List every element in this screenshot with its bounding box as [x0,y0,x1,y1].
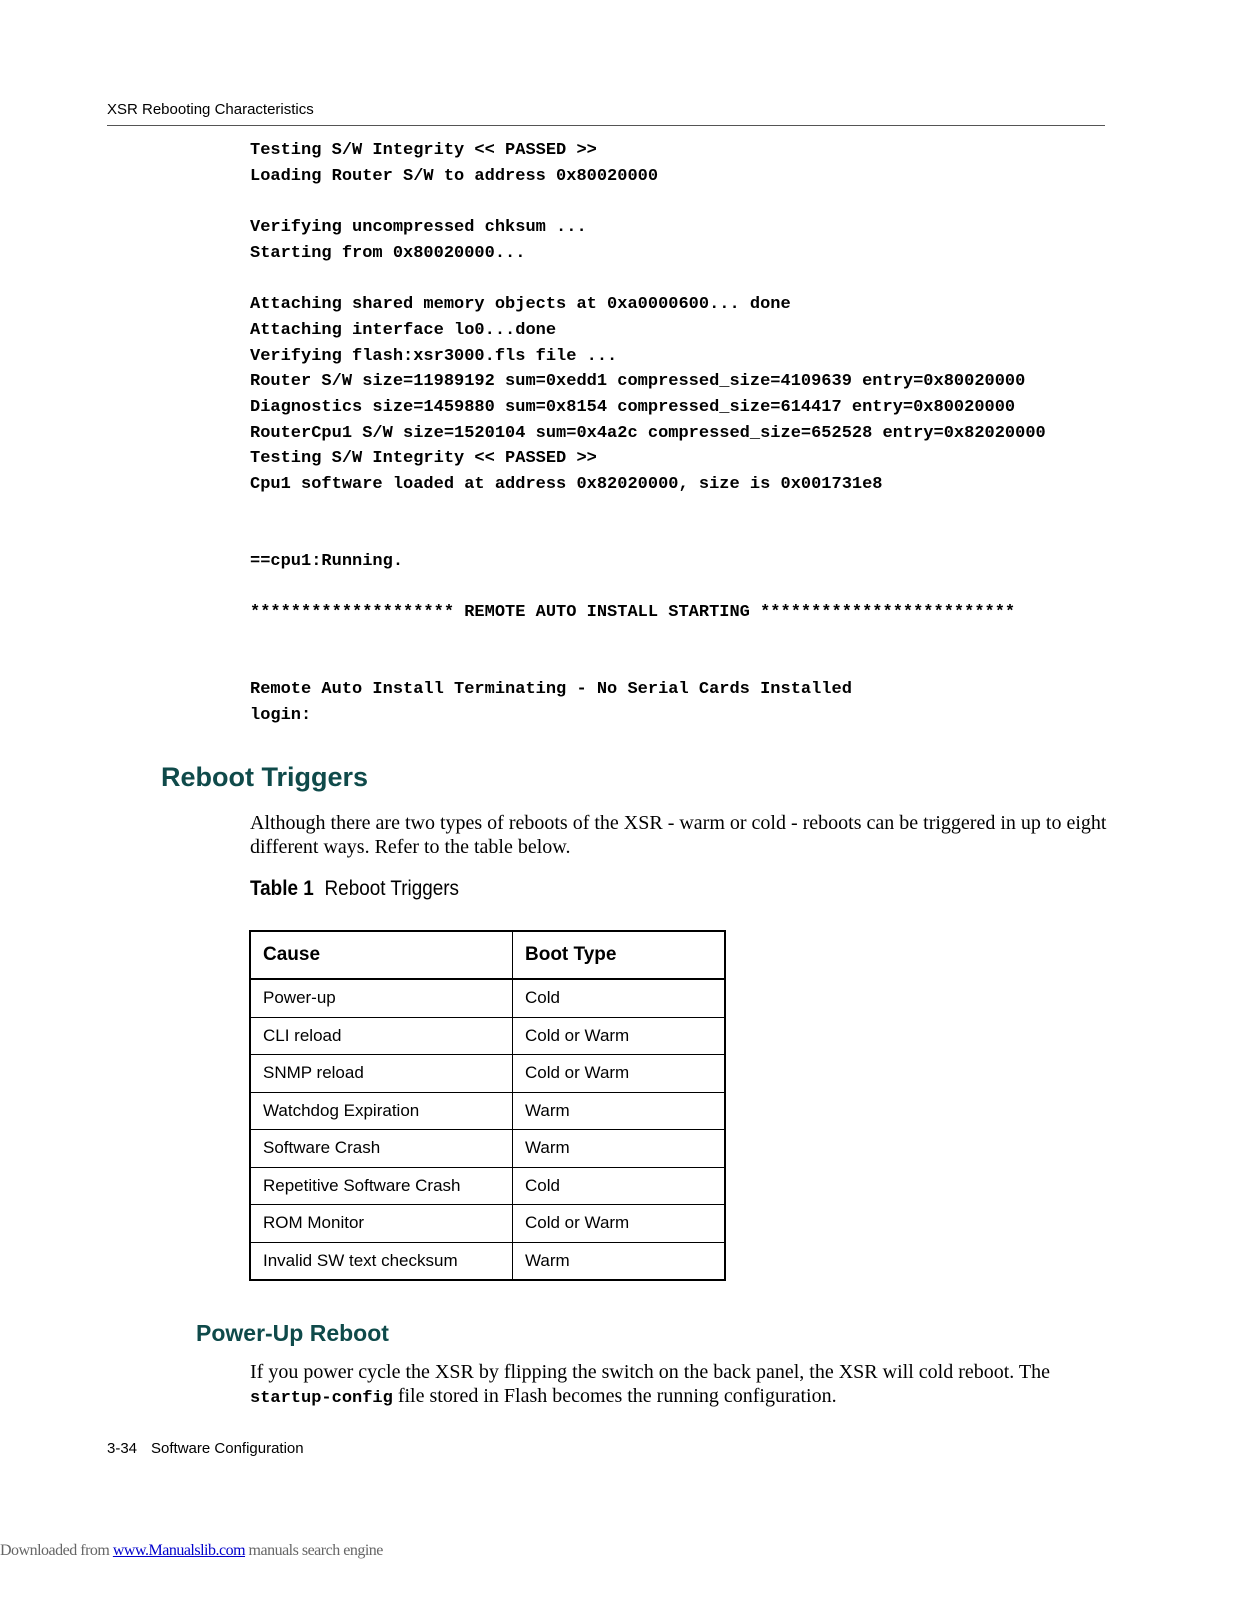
subsection-text-after: file stored in Flash becomes the running configuration. [392,1385,837,1407]
table-caption-number: Table 1 [250,877,314,900]
table-row [250,1092,725,1130]
code-term: startup-config [250,1389,393,1408]
column-header-boot-type: Boot Type [513,931,726,979]
table-row [250,1130,725,1168]
console-line: Starting from 0x80020000... [250,243,526,263]
console-line [250,498,1046,524]
cause-cell: CLI reload [250,1017,513,1055]
cause-cell: Repetitive Software Crash [250,1167,513,1205]
section-paragraph: Although there are two types of reboots of the XSR - warm or cold - reboots can be triggered in up to eight different ways. Refer to the table below. [250,812,1107,858]
subsection-paragraph [250,1360,1110,1411]
table-row [250,1242,725,1280]
boot-type-cell: Warm [513,1130,726,1168]
console-line: Testing S/W Integrity << PASSED >> [250,141,597,160]
console-line [250,189,1046,215]
console-line: Loading Router S/W to address 0x80020000 [250,166,659,186]
console-output [250,138,1046,729]
console-line: Verifying flash:xsr3000.fls file ... [250,346,618,366]
console-line: ******************** REMOTE AUTO INSTALL STARTING ************************* [250,603,1016,623]
console-line: Verifying uncompressed chksum ... [250,218,587,238]
table-header-row [250,931,725,979]
table-row [250,1017,725,1055]
boot-type-cell: Cold [513,1167,726,1205]
page-number: 3-34 [107,1440,138,1457]
footer-title: Software Configuration [151,1440,304,1457]
boot-type-cell: Warm [513,1092,726,1130]
table-row [250,1205,725,1243]
manualslib-link[interactable]: www.Manualslib.com [112,1542,246,1559]
table-caption-title: Reboot Triggers [324,877,460,900]
console-line: Attaching shared memory objects at 0xa0000600... done [250,295,791,315]
cause-cell: ROM Monitor [250,1205,513,1243]
boot-type-cell: Warm [513,1242,726,1280]
section-heading: Reboot Triggers [161,762,369,792]
boot-type-cell: Cold or Warm [513,1055,726,1093]
table-caption [250,877,459,901]
header-rule [107,125,1105,126]
console-line: ==cpu1:Running. [250,552,404,571]
boot-type-cell: Cold or Warm [513,1017,726,1055]
console-line: Diagnostics size=1459880 sum=0x8154 compressed_size=614417 entry=0x80020000 [250,397,1016,417]
table-row [250,979,725,1017]
console-line: Router S/W size=11989192 sum=0xedd1 compressed_size=4109639 entry=0x80020000 [250,372,1026,392]
console-line: login: [250,706,312,726]
console-line: Cpu1 software loaded at address 0x82020000, size is 0x001731e8 [250,474,883,494]
cause-cell: Watchdog Expiration [250,1092,513,1130]
console-line: Testing S/W Integrity << PASSED >> [250,449,597,469]
table-row [250,1055,725,1093]
download-prefix: Downloaded from [0,1542,113,1559]
console-line: Attaching interface lo0...done [250,320,557,340]
console-line: RouterCpu1 S/W size=1520104 sum=0x4a2c compressed_size=652528 entry=0x82020000 [250,423,1046,443]
column-header-cause: Cause [250,931,513,979]
boot-type-cell: Cold [513,979,726,1017]
console-line [250,266,1046,292]
subsection-text-before: If you power cycle the XSR by flipping the switch on the back panel, the XSR will cold reboot. The [250,1361,1051,1383]
reboot-triggers-table [249,930,726,1281]
table-row [250,1167,725,1205]
page-footer [107,1440,304,1457]
console-line [250,652,1046,678]
running-header: XSR Rebooting Characteristics [107,101,314,118]
boot-type-cell: Cold or Warm [513,1205,726,1243]
cause-cell: Power-up [250,979,513,1017]
cause-cell: Invalid SW text checksum [250,1242,513,1280]
console-line [250,626,1046,652]
console-line [250,575,1046,601]
subsection-heading: Power-Up Reboot [196,1320,389,1346]
download-suffix: manuals search engine [245,1542,383,1559]
console-line [250,523,1046,549]
console-line: Remote Auto Install Terminating - No Serial Cards Installed [250,680,852,700]
cause-cell: SNMP reload [250,1055,513,1093]
download-notice [0,1542,383,1560]
cause-cell: Software Crash [250,1130,513,1168]
